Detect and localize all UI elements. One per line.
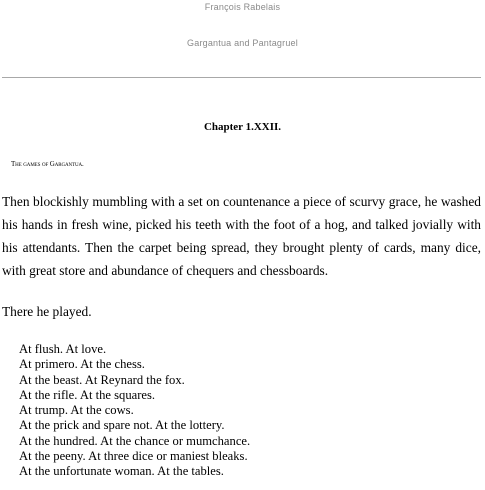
games-list-item: At the peeny. At three dice or maniest bleaks.	[19, 449, 248, 464]
games-list-item: At trump. At the cows.	[19, 403, 134, 418]
games-list-item: At the prick and spare not. At the lottery.	[19, 418, 225, 433]
running-header-author: François Rabelais	[204, 2, 281, 12]
games-list-item: At the unfortunate woman. At the tables.	[19, 464, 224, 479]
running-header-book-title: Gargantua and Pantagruel	[187, 38, 298, 48]
games-list-item: At the hundred. At the chance or mumchance.	[19, 433, 251, 448]
games-list-item: At flush. At love.	[19, 342, 107, 356]
games-list-item: At primero. At the chess.	[19, 357, 145, 372]
body-paragraph: There he played.	[2, 304, 92, 319]
games-list	[19, 342, 250, 480]
chapter-subtitle: The games of Gargantua.	[11, 160, 84, 168]
chapter-heading: Chapter 1.XXII.	[203, 121, 282, 133]
games-list-item: At the beast. At Reynard the fox.	[19, 372, 185, 387]
header-divider	[2, 77, 481, 78]
games-list-item: At the rifle. At the squares.	[19, 387, 156, 402]
body-paragraph: Then blockishly mumbling with a set on countenance a piece of scurvy grace, he washed his hands in fresh wine, picked his teeth with the foot of a hog, and talked jovially with his attendants. Then the carpet being spread, they brought plenty of cards, many dice, with great store and abundance of chequers and chessboards.	[2, 194, 481, 278]
